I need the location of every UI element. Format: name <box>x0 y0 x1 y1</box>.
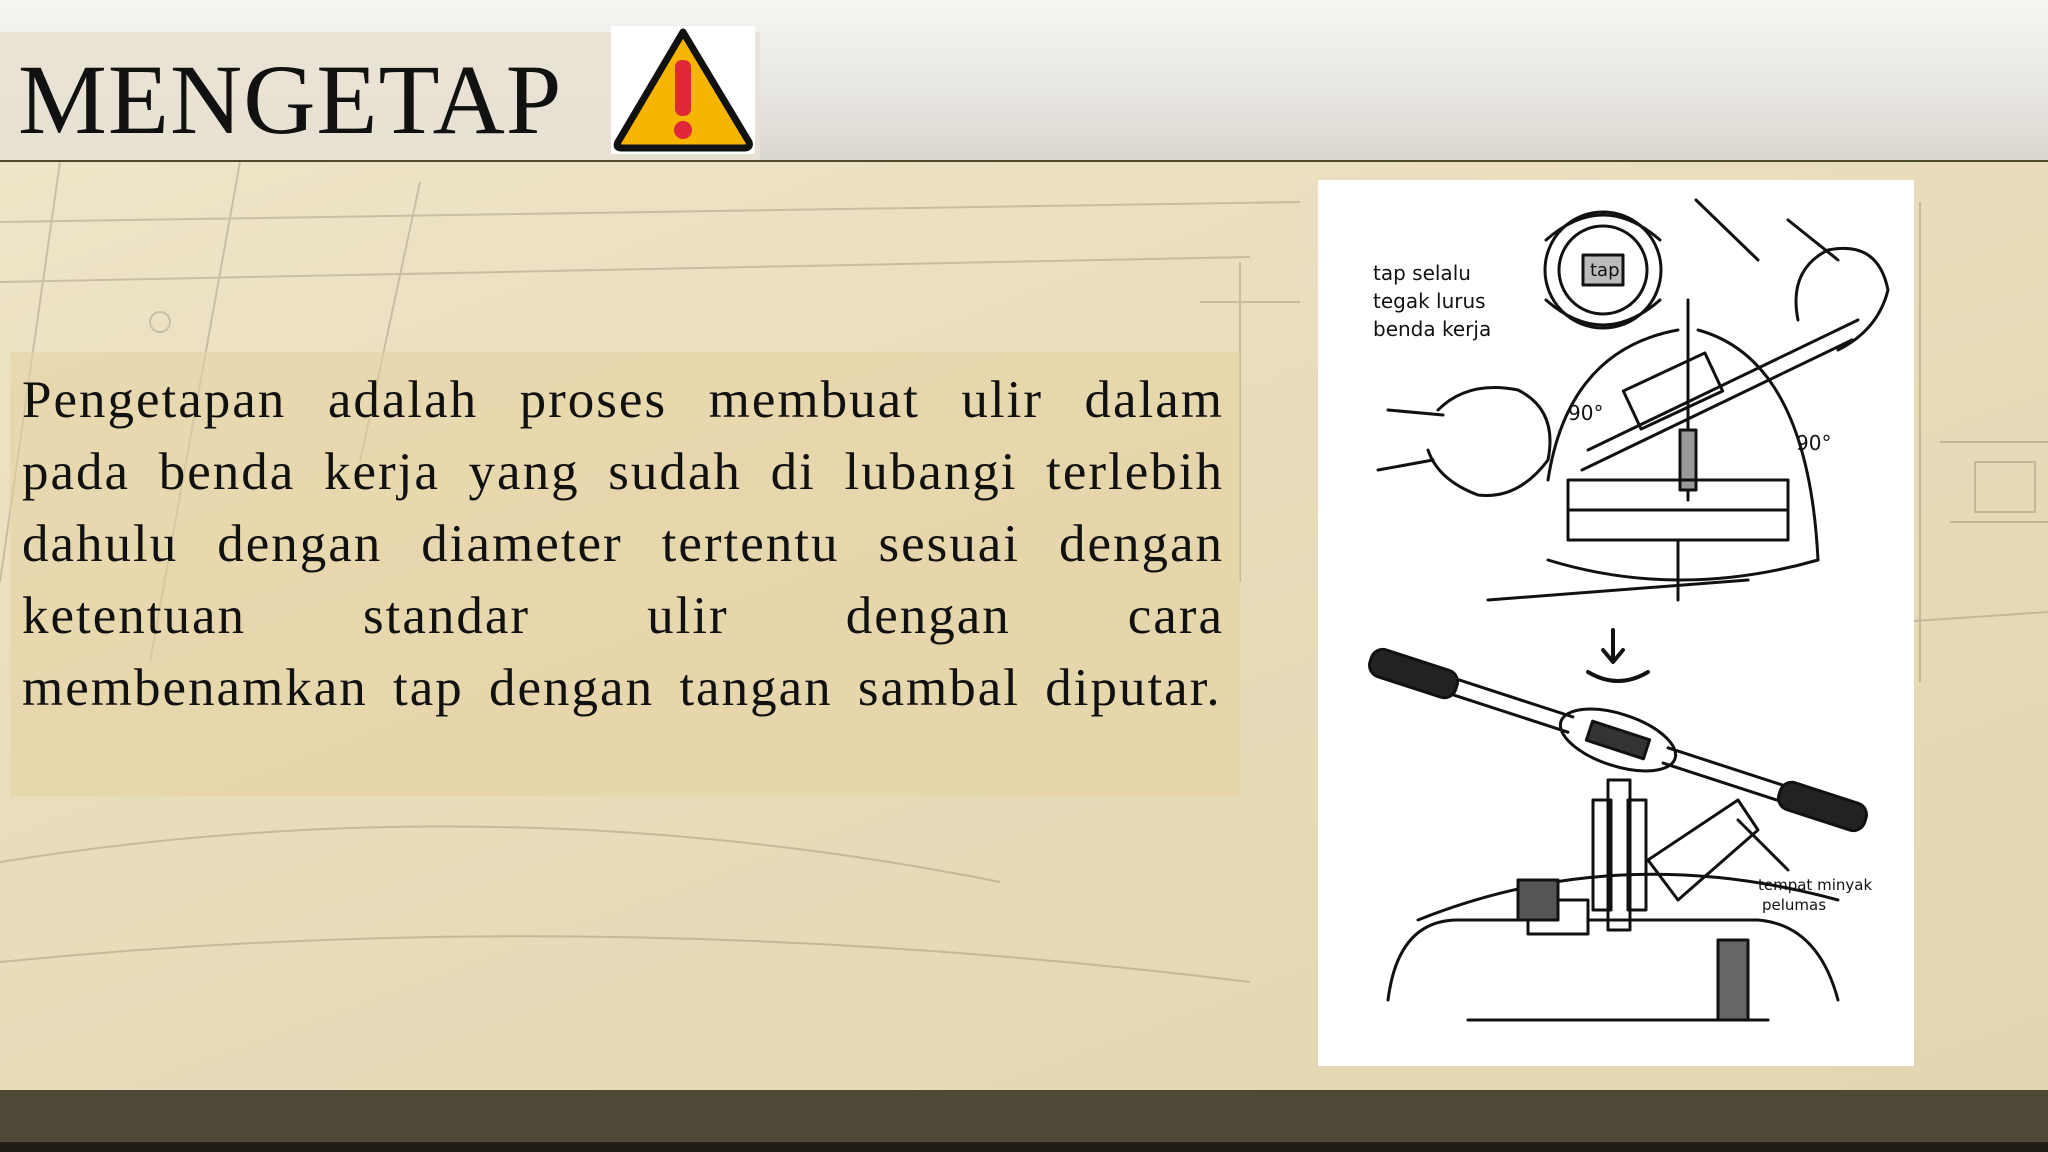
label-oil-line1: tempat minyak <box>1758 876 1873 894</box>
label-oil-line2: pelumas <box>1762 896 1827 914</box>
tapping-sketch <box>1318 180 1914 1066</box>
tapping-illustration <box>1318 180 1914 1066</box>
footer-line <box>0 1142 2048 1152</box>
title-divider <box>0 160 2048 162</box>
label-angle-left: 90° <box>1568 401 1604 425</box>
body-text: Pengetapan adalah proses membuat ulir dalam pada benda kerja yang sudah di lubangi terlebih dahulu dengan diameter tertentu sesuai dengan ketentuan standar ulir dengan cara membenamkan tap dengan tangan sambal diputar. <box>22 371 1224 717</box>
warning-icon <box>611 26 755 154</box>
label-tap-line1: tap selalu <box>1373 261 1471 285</box>
label-tap: tap <box>1590 260 1620 281</box>
footer-band <box>0 1090 2048 1142</box>
label-tap-line2: tegak lurus <box>1373 289 1486 313</box>
label-tap-line3: benda kerja <box>1373 317 1492 341</box>
label-angle-right: 90° <box>1796 431 1832 455</box>
slide-title: MENGETAP <box>18 44 563 155</box>
